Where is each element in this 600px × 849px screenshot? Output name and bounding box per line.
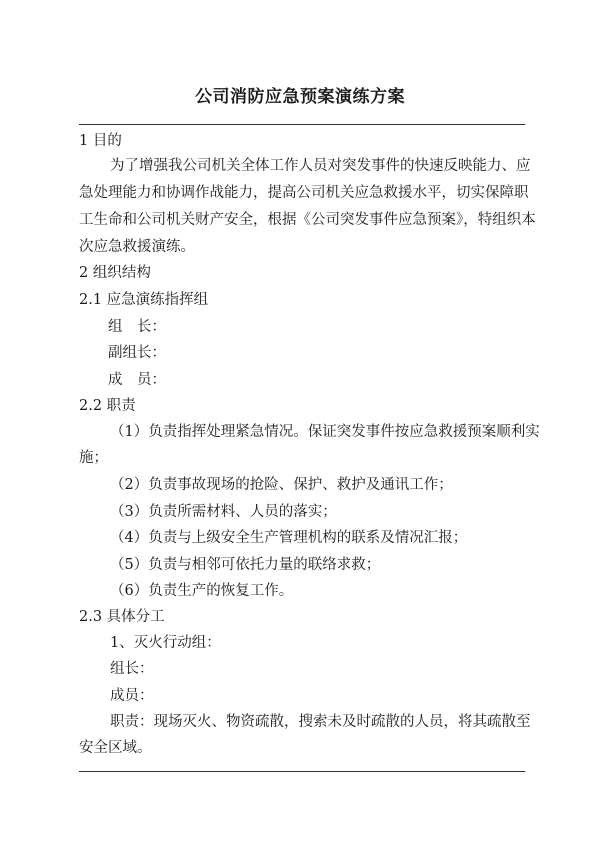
duty-item-2: （2）负责事故现场的抢险、保护、救护及通讯工作； [110,477,453,493]
bottom-rule [79,771,525,772]
section-1-paragraph-line-1: 为了增强我公司机关全体工作人员对突发事件的快速反映能力、应 [110,158,531,174]
document-title: 公司消防应急预案演练方案 [195,87,405,107]
duty-item-6: （6）负责生产的恢复工作。 [110,583,294,599]
command-group-members: 成 员： [108,372,166,388]
duty-item-5: （5）负责与相邻可依托力量的联络求救； [110,557,381,573]
duty-item-3: （3）负责所需材料、人员的落实； [110,504,337,520]
section-2-1-heading: 2.1 应急演练指挥组 [79,292,209,308]
section-2-2-heading: 2.2 职责 [79,398,136,414]
firefighting-group-members: 成员： [110,688,154,704]
firefighting-group-leader: 组长： [110,661,154,677]
top-rule [79,124,525,125]
firefighting-duty-line-2: 安全区域。 [79,740,152,756]
firefighting-group-heading: 1、灭火行动组： [110,635,221,651]
section-1-paragraph-line-4: 次应急救援演练。 [79,239,195,255]
section-1-heading: 1 目的 [79,133,122,149]
duty-item-1-line-2: 施； [79,450,108,466]
duty-item-4: （4）负责与上级安全生产管理机构的联系及情况汇报； [110,530,468,546]
section-2-3-heading: 2.3 具体分工 [79,609,165,625]
section-1-paragraph-line-3: 工生命和公司机关财产安全，根据《公司突发事件应急预案》，特组织本 [79,212,536,228]
section-2-heading: 2 组织结构 [79,265,151,281]
section-1-paragraph-line-2: 急处理能力和协调作战能力，提高公司机关应急救援水平，切实保障职 [79,185,529,201]
command-group-deputy-leader: 副组长： [108,345,166,361]
duty-item-1-line-1: （1）负责指挥处理紧急情况。保证突发事件按应急救援预案顺利实 [110,424,540,440]
command-group-leader: 组 长： [108,319,166,335]
firefighting-duty-line-1: 职责：现场灭火、物资疏散，搜索未及时疏散的人员，将其疏散至 [110,714,531,730]
